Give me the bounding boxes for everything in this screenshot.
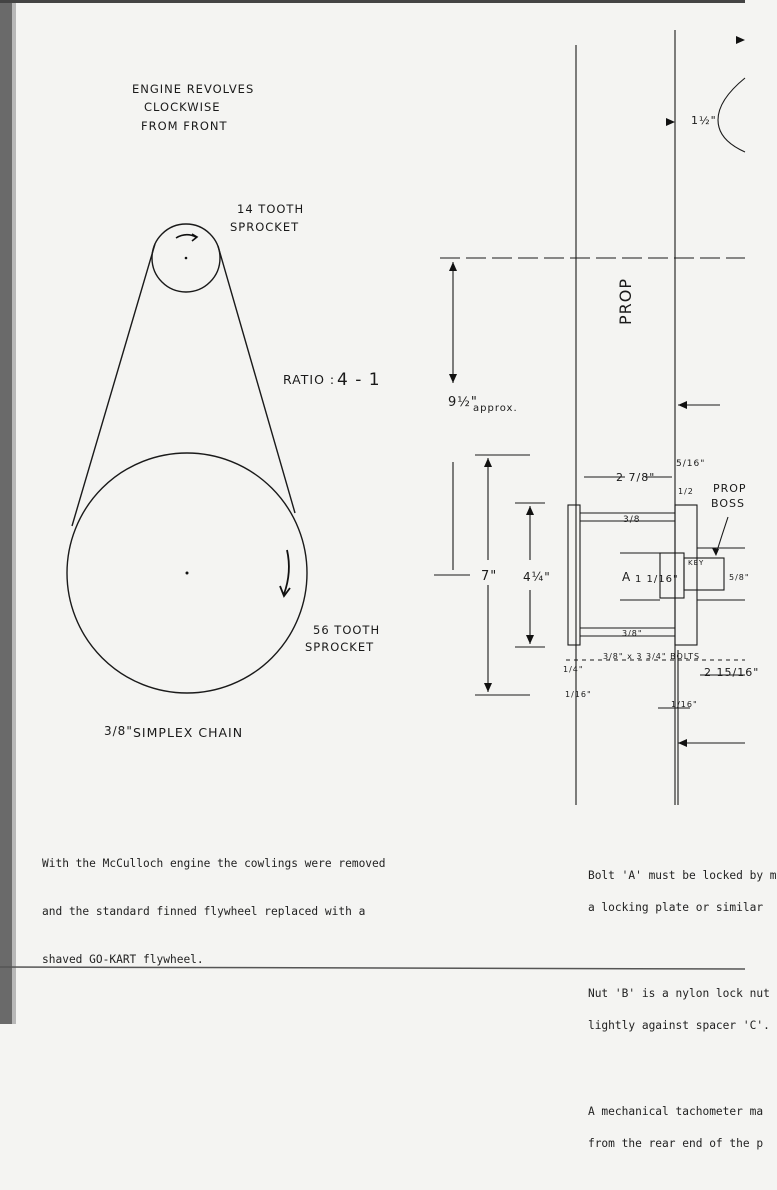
heading-line-3: FROM FRONT (141, 119, 228, 133)
dim-quarter: 1/4" (563, 665, 584, 674)
assembly-notes (561, 820, 777, 1190)
chain-label: SIMPLEX CHAIN (133, 725, 244, 740)
small-sprocket-label-1: 14 TOOTH (237, 202, 305, 216)
dim-approx-value: 9½" (448, 395, 478, 410)
prop-boss-label-1: PROP (713, 482, 747, 495)
bolts-label: 3/8" x 3 3/4" BOLTS (603, 652, 701, 661)
note-line: Bolt 'A' must be locked by m (587, 869, 777, 882)
dim-seven: 7" (481, 569, 498, 584)
dim-approx-word: approx. (473, 403, 518, 414)
bolt-a-note (561, 852, 777, 932)
bolt-a-letter: A (622, 570, 632, 584)
dim-two-fifteen: 2 15/16" (704, 666, 760, 679)
flywheel-note (42, 824, 432, 984)
flywheel-note-line: and the standard finned flywheel replaced with a (42, 905, 366, 918)
dim-half: 1/2 (678, 487, 694, 496)
note-line: from the rear end of the p (587, 1137, 764, 1150)
heading-line-2: CLOCKWISE (144, 100, 221, 114)
small-sprocket-label-2: SPROCKET (230, 220, 300, 234)
key-label: KEY (688, 559, 705, 567)
nut-b-note (561, 970, 770, 1050)
flywheel-note-line: shaved GO-KART flywheel. (42, 953, 204, 966)
prop-boss-label-2: BOSS (711, 497, 745, 510)
ratio-value: 4 - 1 (337, 370, 381, 390)
note-line: lightly against spacer 'C'. (587, 1019, 770, 1032)
ratio-label: RATIO : (283, 372, 336, 387)
note-line: a locking plate or similar (587, 901, 764, 914)
dim-sixteenth-b: 1/16" (671, 700, 698, 709)
dim-three-eighths-b: 3/8" (622, 629, 643, 638)
flywheel-note-line: With the McCulloch engine the cowlings were removed (42, 857, 386, 870)
dim-top-half: 1½" (691, 114, 717, 127)
large-sprocket-label-1: 56 TOOTH (313, 623, 381, 637)
prop-label: PROP (616, 277, 635, 325)
dim-four-quarter: 4¼" (523, 570, 551, 584)
dim-a: 1 1/16" (635, 574, 679, 585)
chain-size: 3/8" (104, 724, 133, 738)
note-line: Nut 'B' is a nylon lock nut (587, 987, 770, 1000)
dim-five-eighths: 5/8" (729, 573, 750, 582)
dim-five-sixteenths: 5/16" (676, 459, 706, 469)
dim-sixteenth-a: 1/16" (565, 690, 592, 699)
note-line: A mechanical tachometer ma (587, 1105, 764, 1118)
tachometer-note (561, 1088, 764, 1168)
dim-two-seven-eighths: 2 7/8" (616, 471, 656, 484)
large-sprocket-label-2: SPROCKET (305, 640, 375, 654)
left-binding-edge (0, 0, 12, 1024)
heading-line-1: ENGINE REVOLVES (132, 82, 255, 96)
dim-three-eighths-a: 3/8 (623, 515, 641, 525)
